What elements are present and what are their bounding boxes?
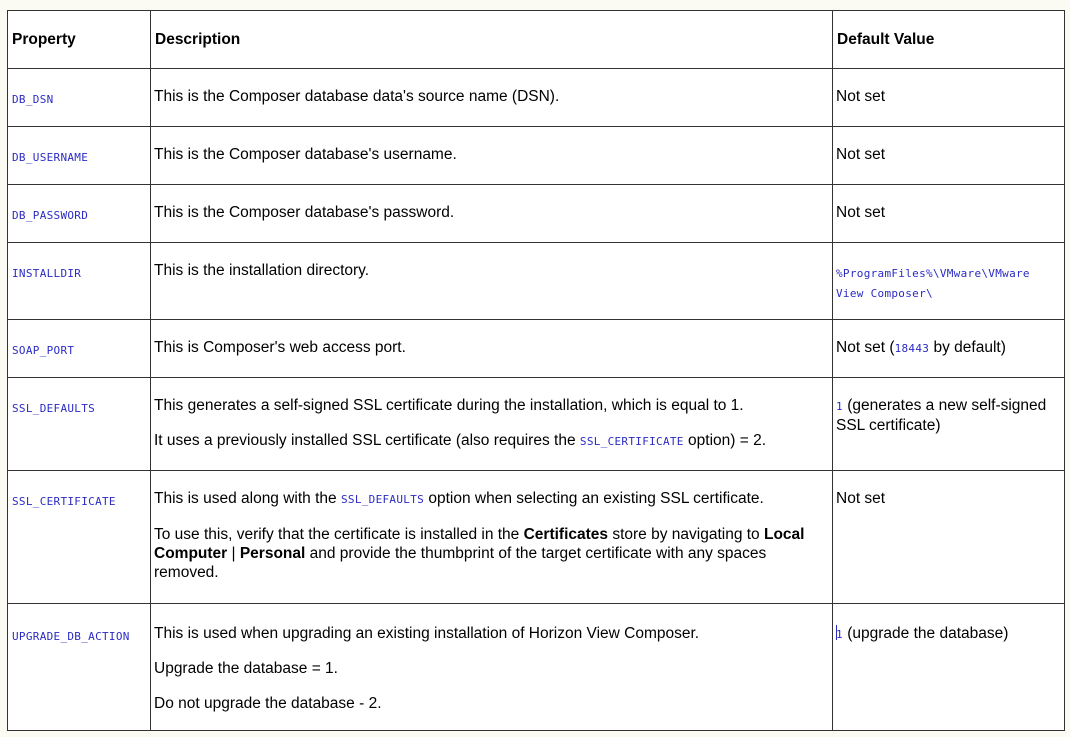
certificates-store-label: Certificates (523, 526, 609, 543)
default-cell (833, 127, 1065, 185)
local-computer-label: Local Computer (154, 526, 805, 562)
description-text: Do not upgrade the database - 2. (154, 695, 382, 712)
description-fragment: option) = 2. (683, 432, 767, 449)
default-cell (833, 185, 1065, 243)
default-cell (833, 243, 1065, 320)
table-row (8, 243, 1065, 320)
table-row (8, 185, 1065, 243)
default-text: Not set (836, 88, 886, 105)
table-row (8, 471, 1065, 604)
property-name: DB_DSN (12, 93, 54, 106)
header-row (8, 11, 1065, 69)
description-text: This generates a self-signed SSL certificate during the installation, which is equal to 1. (154, 397, 744, 414)
description-text: This is the Composer database's username. (154, 146, 457, 163)
property-name: SOAP_PORT (12, 344, 75, 357)
description-cell (151, 243, 833, 320)
property-name: DB_PASSWORD (12, 209, 89, 222)
property-cell (8, 378, 151, 471)
default-port-code: 18443 (894, 342, 930, 355)
default-text: Not set (836, 204, 886, 221)
property-name: SSL_CERTIFICATE (12, 495, 116, 508)
property-cell (8, 471, 151, 604)
default-cell (833, 471, 1065, 604)
property-cell (8, 243, 151, 320)
default-cell (833, 604, 1065, 731)
personal-label: Personal (239, 545, 306, 562)
description-text (154, 431, 829, 451)
description-fragment: and provide the thumbprint of the target certificate with any spaces removed. (154, 545, 767, 581)
default-suffix: by default) (929, 339, 1006, 356)
table-row (8, 127, 1065, 185)
description-fragment: It uses a previously installed SSL certificate (also requires the (154, 432, 580, 449)
property-cell (8, 127, 151, 185)
description-cell (151, 69, 833, 127)
property-cell (8, 185, 151, 243)
header-property: Property (8, 11, 151, 69)
description-fragment: store by navigating to (608, 526, 764, 543)
header-description: Description (151, 11, 833, 69)
inline-code: SSL_CERTIFICATE (579, 435, 684, 448)
property-cell (8, 604, 151, 731)
header-default-value: Default Value (833, 11, 1065, 69)
default-text (836, 338, 1061, 358)
default-path-line2: View Composer\ (836, 287, 933, 300)
description-text: This is the Composer database data's source name (DSN). (154, 88, 560, 105)
default-explanation: (generates a new self-signed SSL certificate) (836, 397, 1047, 434)
default-cell (833, 320, 1065, 378)
description-cell (151, 604, 833, 731)
description-text: Upgrade the database = 1. (154, 660, 338, 677)
table-row (8, 604, 1065, 731)
default-code: 1 (836, 628, 843, 641)
table-row (8, 69, 1065, 127)
table-row (8, 320, 1065, 378)
description-fragment: option when selecting an existing SSL certificate. (424, 490, 764, 507)
property-name: SSL_DEFAULTS (12, 402, 96, 415)
description-fragment: To use this, verify that the certificate is installed in the (154, 526, 524, 543)
description-cell (151, 320, 833, 378)
description-cell (151, 127, 833, 185)
description-cell (151, 471, 833, 604)
table-row (8, 378, 1065, 471)
property-cell (8, 320, 151, 378)
description-text: This is the Composer database's password. (154, 204, 455, 221)
default-text: Not set (836, 490, 886, 507)
default-cell (833, 378, 1065, 471)
description-text: This is the installation directory. (154, 262, 370, 279)
default-text: Not set (836, 146, 886, 163)
property-name: UPGRADE_DB_ACTION (12, 630, 130, 643)
description-fragment: This is used along with the (154, 490, 341, 507)
properties-table (7, 10, 1065, 731)
description-text: This is Composer's web access port. (154, 339, 406, 356)
description-cell (151, 185, 833, 243)
default-explanation: (upgrade the database) (842, 625, 1009, 642)
default-path-line1: %ProgramFiles%\VMware\VMware (836, 267, 1030, 280)
inline-code: SSL_DEFAULTS (340, 493, 425, 506)
default-cell (833, 69, 1065, 127)
description-cell (151, 378, 833, 471)
default-code: 1 (836, 400, 843, 413)
default-text (836, 396, 1061, 435)
default-code-value (836, 263, 1061, 303)
default-prefix: Not set ( (836, 339, 895, 356)
property-name: INSTALLDIR (12, 267, 82, 280)
default-text (836, 624, 1061, 644)
description-fragment: | (227, 545, 240, 562)
property-cell (8, 69, 151, 127)
description-text: This is used when upgrading an existing installation of Horizon View Composer. (154, 625, 700, 642)
description-text (154, 525, 829, 582)
property-name: DB_USERNAME (12, 151, 89, 164)
description-text (154, 489, 829, 509)
